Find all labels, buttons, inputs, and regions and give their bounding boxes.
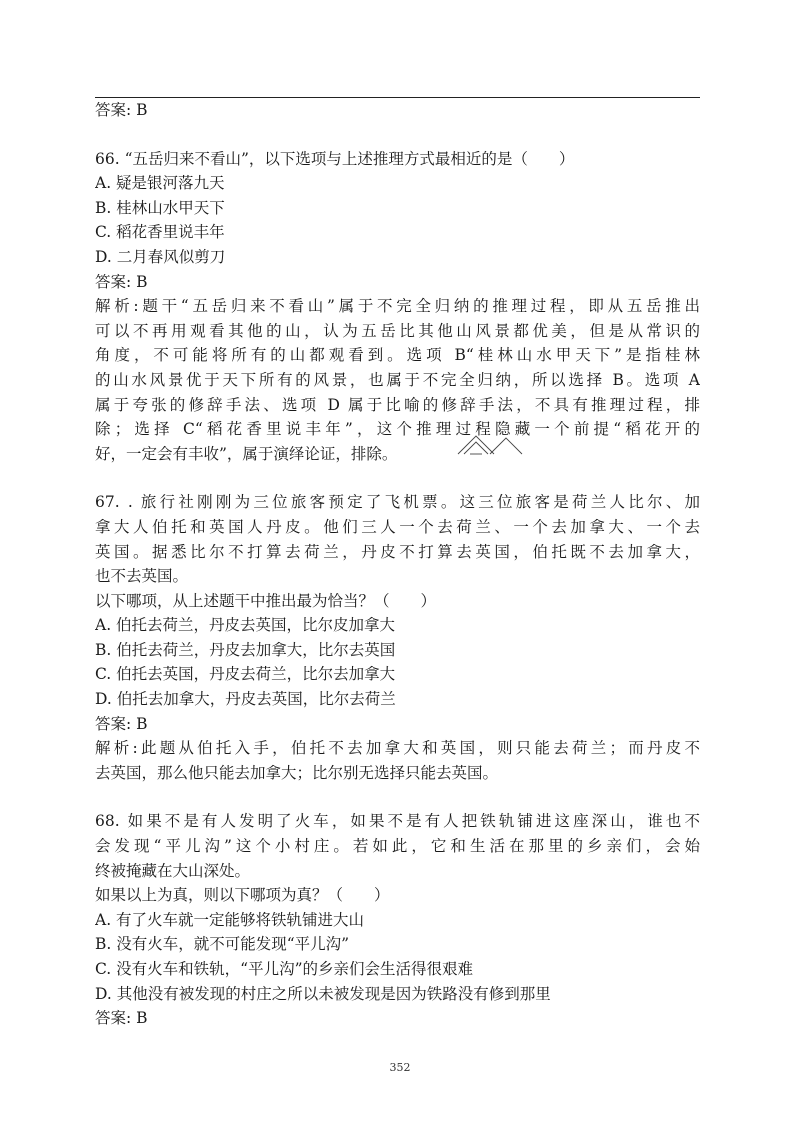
stem-line: 67. . 旅行社刚刚为三位旅客预定了飞机票。这三位旅客是荷兰人比尔、加 [95,493,700,512]
stem-line: 68. 如果不是有人发明了火车，如果不是有人把铁轨铺进这座深山，谁也不 [95,812,700,831]
answer-line: 答案: B [95,1009,148,1028]
question-66 [95,147,700,467]
analysis-line: 解析:此题从伯托入手，伯托不去加拿大和英国，则只能去荷兰；而丹皮不 [95,739,700,758]
option-d: D. 二月春风似剪刀 [95,247,226,266]
analysis-line: 好，一定会有丰收”，属于演绎论证，排除。 [95,444,398,463]
option-b: B. 桂林山水甲天下 [95,198,225,217]
option-d: D. 其他没有被发现的村庄之所以未被发现是因为铁路没有修到那里 [95,984,551,1003]
question-stem [95,490,700,588]
option-d: D. 伯托去加拿大，丹皮去英国，比尔去荷兰 [95,690,396,709]
spacer [95,785,700,809]
answer-line: 答案: B [95,101,148,119]
option-a: A. 有了火车就一定能够将铁轨铺进大山 [95,910,365,929]
analysis-block [95,736,700,785]
option-b: B. 没有火车，就不可能发现“平儿沟” [95,935,350,954]
spacer [95,466,700,490]
analysis-line: 去英国，那么他只能去加拿大；比尔别无选择只能去英国。 [95,763,499,782]
answer-line: 答案: B [95,272,148,291]
stem-line: 会发现“平儿沟”这个小村庄。若如此，它和生活在那里的乡亲们，会始 [95,837,700,856]
decorative-mark-icon [450,430,530,458]
stem-line: 也不去英国。 [95,567,189,586]
analysis-line: 的山水风景优于天下所有的风景，也属于不完全归纳，所以选择 B。选项 A [95,370,700,389]
stem-line: 拿大人伯托和英国人丹皮。他们三人一个去荷兰、一个去加拿大、一个去 [95,517,700,536]
stem-line: 英国。据悉比尔不打算去荷兰，丹皮不打算去英国，伯托既不去加拿大， [95,542,700,561]
question-prompt: 如果以上为真，则以下哪项为真？（ ） [95,886,390,905]
question-prompt: 以下哪项，从上述题干中推出最为恰当？（ ） [95,591,437,610]
option-a: A. 伯托去荷兰，丹皮去英国，比尔皮加拿大 [95,616,396,635]
stem-line: 终被掩藏在大山深处。 [95,861,251,880]
analysis-line: 解析:题干“五岳归来不看山”属于不完全归纳的推理过程，即从五岳推出 [95,297,700,316]
option-b: B. 伯托去荷兰，丹皮去加拿大，比尔去英国 [95,640,396,659]
page-content [95,98,700,1031]
question-stem: 66. “五岳归来不看山”，以下选项与上述推理方式最相近的是（ ） [95,149,575,168]
analysis-line: 角度，不可能将所有的山都观看到。选项 B“桂林山水甲天下”是指桂林 [95,346,700,365]
option-a: A. 疑是银河落九天 [95,174,225,193]
question-68 [95,809,700,1030]
analysis-block [95,294,700,466]
answer-line: 答案: B [95,714,148,733]
option-c: C. 没有火车和铁轨，“平儿沟”的乡亲们会生活得很艰难 [95,960,474,978]
option-c: C. 伯托去英国，丹皮去荷兰，比尔去加拿大 [95,665,396,684]
analysis-line: 属于夸张的修辞手法、选项 D 属于比喻的修辞手法，不具有推理过程，排 [95,395,700,414]
question-67 [95,490,700,785]
spacer [95,123,700,147]
question-stem [95,809,700,883]
option-c: C. 稻花香里说丰年 [95,223,225,242]
analysis-line: 除；选择 C“稻花香里说丰年”，这个推理过程隐藏一个前提“稻花开的 [95,420,700,439]
page-number: 352 [389,1061,411,1074]
analysis-line: 可以不再用观看其他的山，认为五岳比其他山风景都优美，但是从常识的 [95,321,700,340]
